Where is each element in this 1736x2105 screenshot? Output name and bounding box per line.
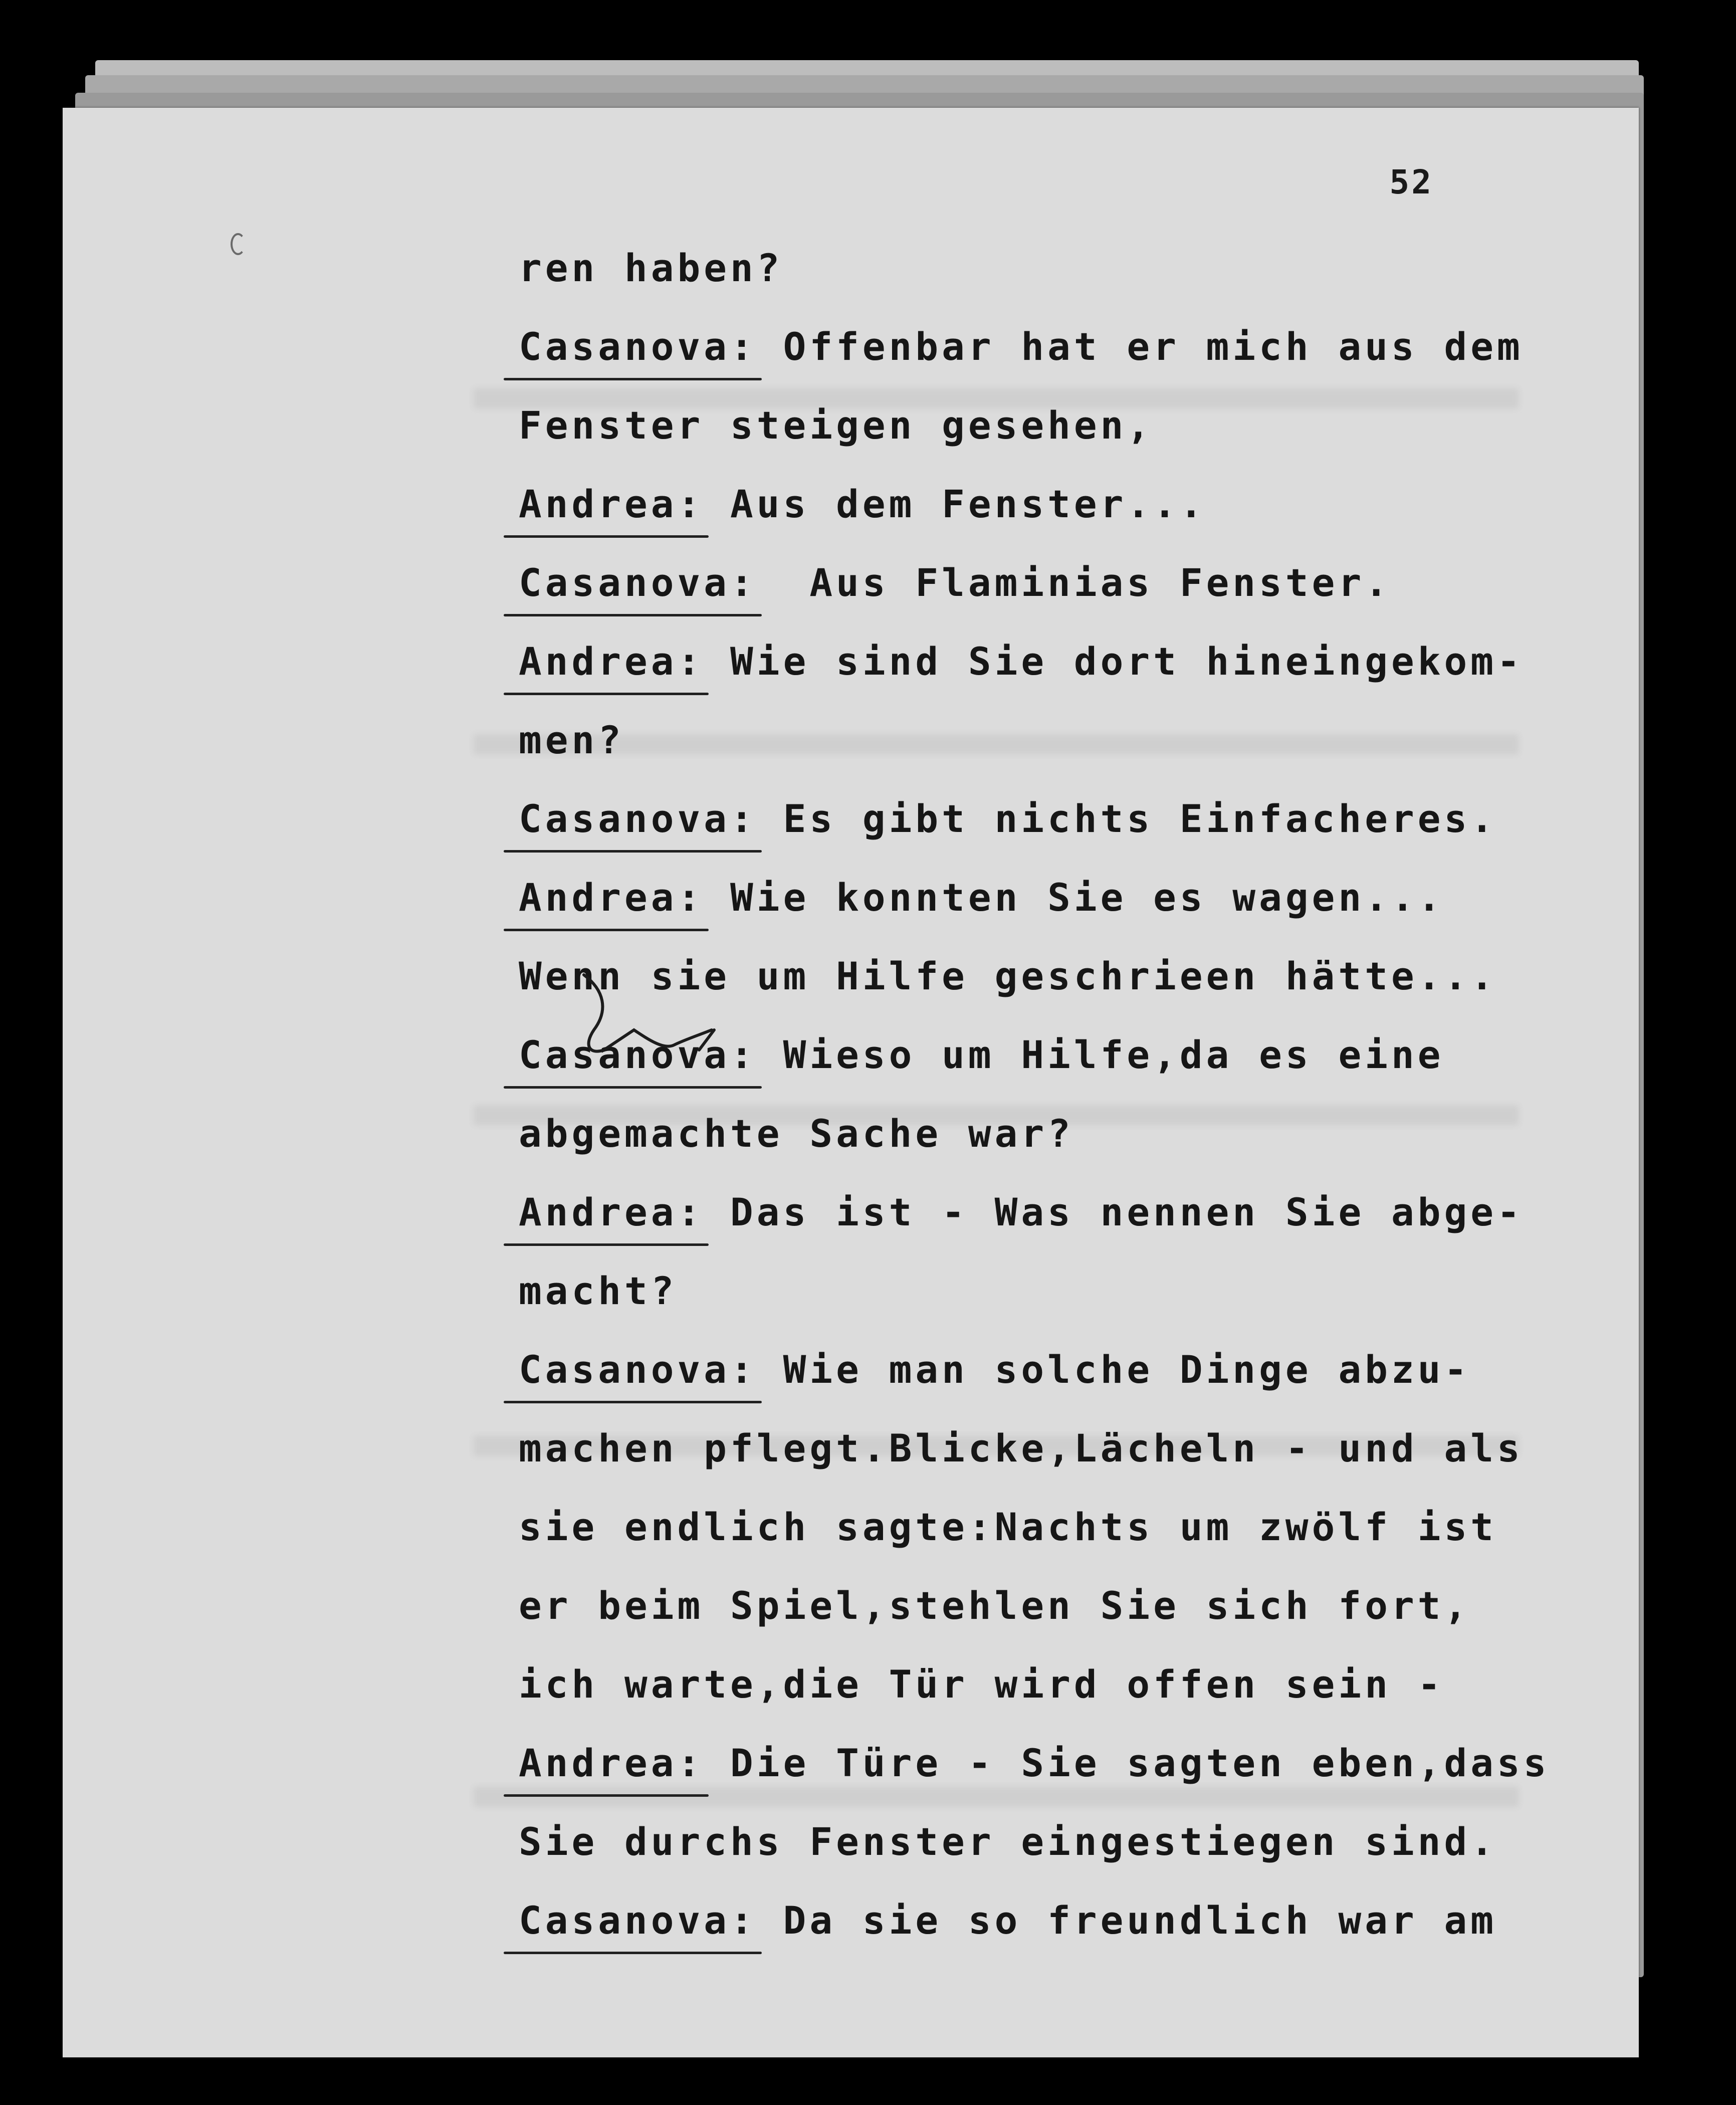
line-text: Wie man solche Dinge abzu-	[756, 1347, 1471, 1392]
speaker-name: Casanova:	[519, 791, 757, 847]
line-text: Aus Flaminias Fenster.	[756, 560, 1391, 605]
line-text: er beim Spiel,stehlen Sie sich fort,	[519, 1583, 1471, 1628]
continuation-line	[519, 1264, 1591, 1342]
speaker-name: Casanova:	[519, 319, 757, 374]
page-number: 52	[1389, 163, 1433, 201]
speaker-name: Andrea:	[519, 870, 704, 925]
line-text: Da sie so freundlich war am	[756, 1898, 1497, 1943]
speaker-underline	[504, 850, 762, 853]
dialogue-line	[519, 477, 1591, 555]
line-text: Wenn sie um Hilfe geschrieen hätte...	[519, 954, 1497, 998]
speaker-name: Andrea:	[519, 1736, 704, 1791]
speaker-underline	[504, 929, 709, 931]
dialogue-line	[519, 1736, 1591, 1814]
continuation-line	[519, 1421, 1591, 1500]
dialogue-line	[519, 319, 1591, 398]
speaker-underline	[504, 1401, 762, 1403]
continuation-line	[519, 1500, 1591, 1578]
continuation-line	[519, 713, 1591, 791]
speaker-underline	[504, 1086, 762, 1089]
dialogue-line	[519, 634, 1591, 713]
speaker-name: Casanova:	[519, 1342, 757, 1397]
line-text: machen pflegt.Blicke,Lächeln - und als	[519, 1426, 1524, 1470]
line-text: Wie sind Sie dort hineingekom-	[704, 639, 1524, 684]
line-text: macht?	[519, 1269, 678, 1313]
dialogue-line	[519, 791, 1591, 870]
continuation-line	[519, 398, 1591, 477]
line-text: Das ist - Was nennen Sie abge-	[704, 1190, 1524, 1234]
speaker-underline	[504, 1794, 709, 1797]
continuation-line	[519, 241, 1591, 319]
dialogue-line	[519, 555, 1591, 634]
dialogue-line	[519, 1893, 1591, 1972]
line-text: Die Türe - Sie sagten eben,dass	[704, 1741, 1550, 1785]
speaker-underline	[504, 1243, 709, 1246]
speaker-name: Casanova:	[519, 1893, 757, 1948]
ink-smudge	[231, 233, 246, 255]
dialogue-text	[519, 241, 1591, 1972]
typewritten-page	[63, 108, 1639, 2057]
speaker-name: Andrea:	[519, 1185, 704, 1240]
speaker-name: Casanova:	[519, 555, 757, 610]
dialogue-line	[519, 1185, 1591, 1264]
line-text: Es gibt nichts Einfacheres.	[756, 796, 1497, 841]
line-text: ich warte,die Tür wird offen sein -	[519, 1662, 1444, 1707]
speaker-underline	[504, 535, 709, 538]
speaker-underline	[504, 693, 709, 695]
continuation-line	[519, 1814, 1591, 1893]
continuation-line	[519, 1106, 1591, 1185]
speaker-underline	[504, 378, 762, 380]
line-text: Offenbar hat er mich aus dem	[756, 324, 1524, 369]
line-text: men?	[519, 718, 625, 762]
line-text: Aus dem Fenster...	[704, 482, 1206, 526]
handwritten-correction-mark	[574, 970, 764, 1070]
dialogue-line	[519, 870, 1591, 949]
line-text: Fenster steigen gesehen,	[519, 403, 1154, 448]
speaker-name: Casanova:	[519, 1027, 757, 1083]
line-text: sie endlich sagte:Nachts um zwölf ist	[519, 1505, 1497, 1549]
line-text: Wieso um Hilfe,da es eine	[756, 1032, 1444, 1077]
speaker-name: Andrea:	[519, 477, 704, 532]
line-text: Sie durchs Fenster eingestiegen sind.	[519, 1819, 1497, 1864]
speaker-underline	[504, 614, 762, 616]
continuation-line	[519, 1657, 1591, 1736]
line-text: Wie konnten Sie es wagen...	[704, 875, 1444, 920]
speaker-underline	[504, 1952, 762, 1954]
line-text: abgemachte Sache war?	[519, 1111, 1074, 1156]
line-text: ren haben?	[519, 246, 783, 290]
speaker-name: Andrea:	[519, 634, 704, 689]
continuation-line	[519, 1578, 1591, 1657]
dialogue-line	[519, 1342, 1591, 1421]
